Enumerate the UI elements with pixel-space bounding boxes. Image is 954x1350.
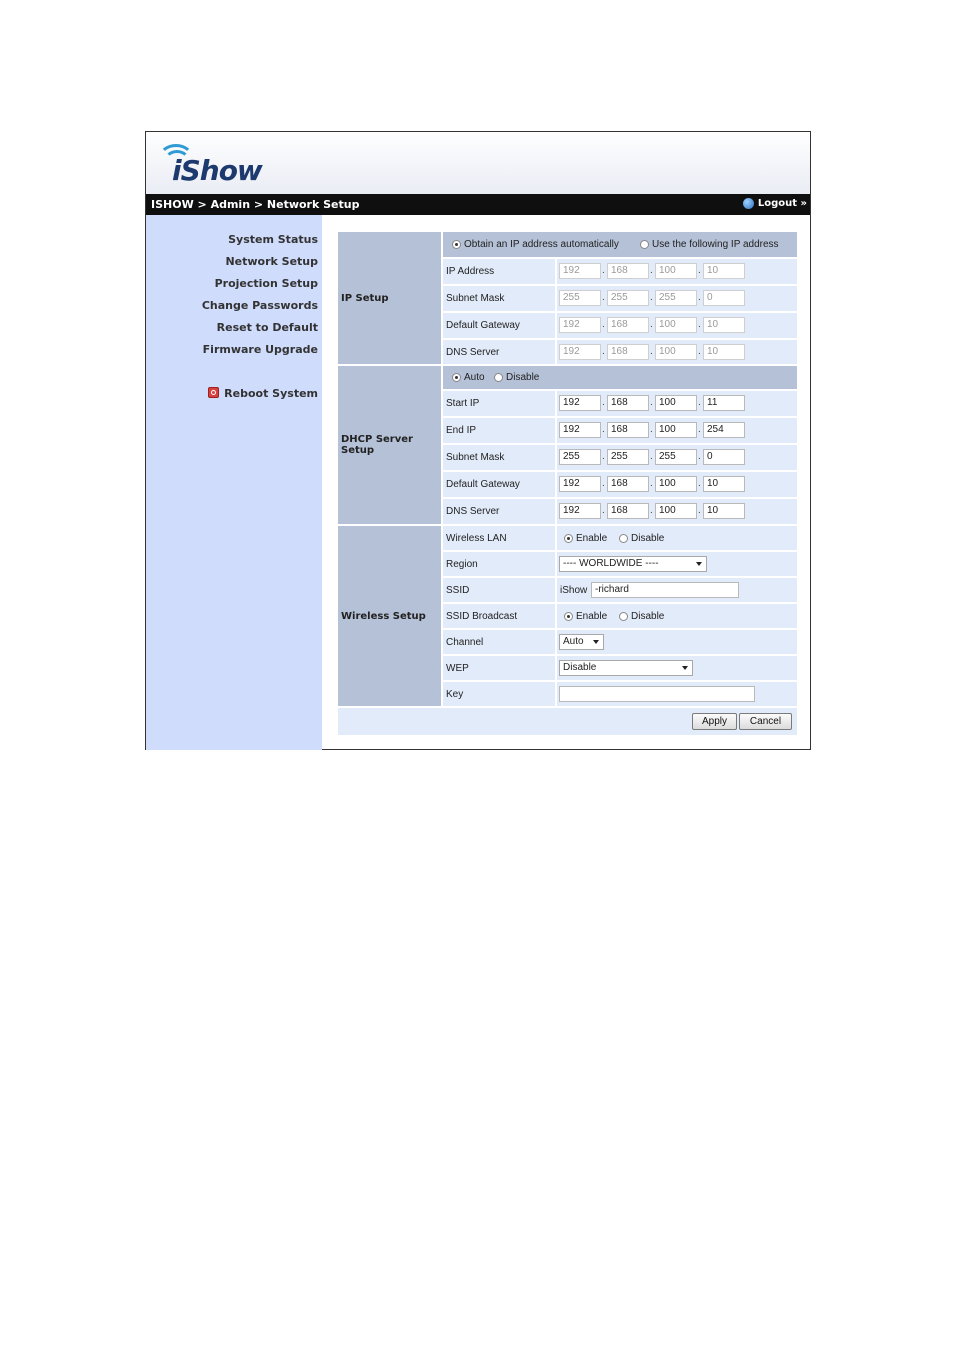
dhcp-auto-label: Auto bbox=[464, 372, 485, 383]
subnet-mask-label: Subnet Mask bbox=[446, 293, 505, 304]
logout-link[interactable] bbox=[743, 198, 807, 209]
key-row bbox=[443, 682, 797, 706]
region-label: Region bbox=[446, 558, 478, 570]
channel-label: Channel bbox=[446, 636, 484, 648]
chevron-down-icon bbox=[682, 666, 688, 670]
ip-address-label: IP Address bbox=[446, 266, 495, 277]
wep-select[interactable] bbox=[559, 660, 693, 676]
dhcp-subnet-value: 255 . 255 . 255 . 0 bbox=[555, 445, 797, 470]
dns-server-label: DNS Server bbox=[446, 346, 500, 358]
end-ip-octet-3[interactable]: 100 bbox=[655, 422, 697, 438]
start-ip-octet-3[interactable]: 100 bbox=[655, 395, 697, 411]
dns-server-value: 192 . 168 . 100 . 10 bbox=[555, 340, 797, 364]
dns-octet-1[interactable]: 192 bbox=[559, 344, 601, 360]
sidebar-item-firmware-upgrade[interactable]: Firmware Upgrade bbox=[202, 343, 318, 356]
subnet-mask-octet-3[interactable]: 255 bbox=[655, 290, 697, 306]
chevron-down-icon bbox=[696, 562, 702, 566]
breadcrumb: ISHOW > Admin > Network Setup bbox=[151, 198, 360, 211]
wlan-disable-label: Disable bbox=[631, 532, 665, 544]
ssid-input[interactable]: -richard bbox=[591, 582, 739, 598]
sidebar-item-network-setup[interactable]: Network Setup bbox=[225, 255, 318, 268]
dhcp-dns-value: 192 . 168 . 100 . 10 bbox=[555, 499, 797, 524]
region-selected: ---- WORLDWIDE ---- bbox=[563, 558, 659, 569]
ssid-prefix: iShow bbox=[560, 584, 588, 596]
channel-select[interactable] bbox=[559, 634, 604, 650]
end-ip-row bbox=[443, 418, 797, 443]
broadcast-enable-radio[interactable] bbox=[564, 612, 573, 621]
wep-selected: Disable bbox=[563, 662, 597, 673]
subnet-mask-value: 255 . 255 . 255 . 0 bbox=[555, 286, 797, 311]
dhcp-gateway-row bbox=[443, 472, 797, 497]
sidebar bbox=[146, 215, 322, 750]
subnet-mask-row bbox=[443, 286, 797, 311]
key-input[interactable] bbox=[559, 686, 755, 702]
end-ip-octet-1[interactable]: 192 bbox=[559, 422, 601, 438]
default-gateway-row bbox=[443, 313, 797, 338]
wlan-disable-radio[interactable] bbox=[619, 534, 628, 543]
dns-octet-2[interactable]: 168 bbox=[607, 344, 649, 360]
ssid-value bbox=[555, 578, 797, 602]
dns-server-row bbox=[443, 340, 797, 364]
dhcp-disable-radio[interactable] bbox=[494, 373, 503, 382]
sidebar-item-reset-default[interactable]: Reset to Default bbox=[216, 321, 318, 334]
dhcp-subnet-label: Subnet Mask bbox=[446, 452, 505, 463]
globe-icon bbox=[743, 198, 754, 209]
dhcp-subnet-octet-3[interactable]: 255 bbox=[655, 449, 697, 465]
dhcp-subnet-octet-1[interactable]: 255 bbox=[559, 449, 601, 465]
gateway-octet-2[interactable]: 168 bbox=[607, 317, 649, 333]
broadcast-disable[interactable] bbox=[619, 604, 664, 628]
ip-mode-manual-label: Use the following IP address bbox=[652, 239, 779, 250]
default-gateway-label: Default Gateway bbox=[446, 320, 520, 331]
wlan-disable[interactable] bbox=[619, 526, 664, 550]
end-ip-octet-4[interactable]: 254 bbox=[703, 422, 745, 438]
channel-selected: Auto bbox=[563, 636, 584, 647]
dhcp-label: DHCP Server Setup bbox=[338, 366, 441, 524]
wep-label: WEP bbox=[446, 662, 469, 674]
wireless-label: Wireless Setup bbox=[338, 526, 441, 706]
gateway-octet-3[interactable]: 100 bbox=[655, 317, 697, 333]
key-label: Key bbox=[446, 688, 464, 700]
dhcp-dns-octet-1[interactable]: 192 bbox=[559, 503, 601, 519]
dhcp-dns-octet-4[interactable]: 10 bbox=[703, 503, 745, 519]
subnet-mask-octet-4[interactable]: 0 bbox=[703, 290, 745, 306]
dhcp-gateway-value: 192 . 168 . 100 . 10 bbox=[555, 472, 797, 497]
wireless-lan-value bbox=[555, 526, 797, 550]
start-ip-octet-1[interactable]: 192 bbox=[559, 395, 601, 411]
ip-mode-auto[interactable] bbox=[452, 232, 619, 257]
reboot-label: Reboot System bbox=[224, 387, 318, 400]
ip-address-value: 192 . 168 . 100 . 10 bbox=[555, 259, 797, 284]
dhcp-subnet-octet-2[interactable]: 255 bbox=[607, 449, 649, 465]
key-value bbox=[555, 682, 797, 706]
broadcast-enable-label: Enable bbox=[576, 610, 608, 622]
form-actions bbox=[338, 708, 797, 735]
navbar bbox=[146, 194, 810, 215]
wep-row bbox=[443, 656, 797, 680]
wireless-lan-row bbox=[443, 526, 797, 550]
start-ip-value: 192 . 168 . 100 . 11 bbox=[555, 391, 797, 416]
ip-mode-row bbox=[443, 232, 797, 257]
channel-row bbox=[443, 630, 797, 654]
dhcp-dns-row bbox=[443, 499, 797, 524]
broadcast-disable-label: Disable bbox=[631, 610, 665, 622]
wlan-enable[interactable] bbox=[564, 526, 607, 550]
default-gateway-value: 192 . 168 . 100 . 10 bbox=[555, 313, 797, 338]
dhcp-mode-disable[interactable] bbox=[494, 366, 539, 389]
dns-octet-3[interactable]: 100 bbox=[655, 344, 697, 360]
gateway-octet-4[interactable]: 10 bbox=[703, 317, 745, 333]
ip-mode-manual[interactable] bbox=[640, 232, 779, 257]
region-row bbox=[443, 552, 797, 576]
broadcast-enable[interactable] bbox=[564, 604, 607, 628]
ip-mode-auto-label: Obtain an IP address automatically bbox=[464, 239, 619, 250]
wlan-enable-label: Enable bbox=[576, 532, 608, 544]
power-icon bbox=[208, 387, 219, 398]
ip-mode-auto-radio[interactable] bbox=[452, 240, 461, 249]
sidebar-item-change-passwords[interactable]: Change Passwords bbox=[201, 299, 318, 312]
start-ip-label: Start IP bbox=[446, 398, 480, 409]
sidebar-item-system-status[interactable]: System Status bbox=[228, 233, 318, 246]
dhcp-disable-label: Disable bbox=[506, 372, 540, 383]
ip-address-octet-2[interactable]: 168 bbox=[607, 263, 649, 279]
dns-octet-4[interactable]: 10 bbox=[703, 344, 745, 360]
dhcp-subnet-octet-4[interactable]: 0 bbox=[703, 449, 745, 465]
sidebar-item-projection-setup[interactable]: Projection Setup bbox=[214, 277, 318, 290]
subnet-mask-octet-1[interactable]: 255 bbox=[559, 290, 601, 306]
ssid-broadcast-label: SSID Broadcast bbox=[446, 610, 518, 622]
broadcast-disable-radio[interactable] bbox=[619, 612, 628, 621]
ssid-row bbox=[443, 578, 797, 602]
ssid-broadcast-value bbox=[555, 604, 797, 628]
region-select[interactable] bbox=[559, 556, 707, 572]
header bbox=[146, 132, 810, 194]
chevron-down-icon bbox=[593, 640, 599, 644]
ip-address-octet-1[interactable]: 192 bbox=[559, 263, 601, 279]
sidebar-item-reboot-system[interactable] bbox=[208, 387, 318, 400]
dhcp-gateway-octet-3[interactable]: 100 bbox=[655, 476, 697, 492]
dhcp-mode-auto[interactable] bbox=[452, 366, 485, 389]
ip-address-octet-3[interactable]: 100 bbox=[655, 263, 697, 279]
ip-setup-label: IP Setup bbox=[338, 232, 441, 364]
start-ip-octet-2[interactable]: 168 bbox=[607, 395, 649, 411]
ip-address-octet-4[interactable]: 10 bbox=[703, 263, 745, 279]
dhcp-dns-label: DNS Server bbox=[446, 506, 500, 517]
logo-text: iShow bbox=[172, 154, 262, 187]
ip-mode-manual-radio[interactable] bbox=[640, 240, 649, 249]
apply-button[interactable]: Apply bbox=[692, 713, 737, 730]
end-ip-label: End IP bbox=[446, 425, 477, 436]
wireless-lan-label: Wireless LAN bbox=[446, 532, 507, 544]
cancel-button[interactable]: Cancel bbox=[739, 713, 792, 730]
logout-label: Logout » bbox=[757, 198, 807, 209]
ssid-label: SSID bbox=[446, 584, 470, 596]
start-ip-octet-4[interactable]: 11 bbox=[703, 395, 745, 411]
dhcp-dns-octet-3[interactable]: 100 bbox=[655, 503, 697, 519]
dhcp-mode-row bbox=[443, 366, 797, 389]
subnet-mask-octet-2[interactable]: 255 bbox=[607, 290, 649, 306]
dhcp-dns-octet-2[interactable]: 168 bbox=[607, 503, 649, 519]
start-ip-row bbox=[443, 391, 797, 416]
end-ip-octet-2[interactable]: 168 bbox=[607, 422, 649, 438]
admin-window bbox=[145, 131, 811, 750]
gateway-octet-1[interactable]: 192 bbox=[559, 317, 601, 333]
ssid-broadcast-row bbox=[443, 604, 797, 628]
dhcp-subnet-row bbox=[443, 445, 797, 470]
channel-value bbox=[555, 630, 797, 654]
ip-address-row bbox=[443, 259, 797, 284]
region-value bbox=[555, 552, 797, 576]
ishow-logo bbox=[158, 140, 268, 188]
dhcp-gateway-octet-2[interactable]: 168 bbox=[607, 476, 649, 492]
dhcp-auto-radio[interactable] bbox=[452, 373, 461, 382]
end-ip-value: 192 . 168 . 100 . 254 bbox=[555, 418, 797, 443]
dhcp-gateway-octet-1[interactable]: 192 bbox=[559, 476, 601, 492]
wep-value bbox=[555, 656, 797, 680]
wlan-enable-radio[interactable] bbox=[564, 534, 573, 543]
dhcp-gateway-octet-4[interactable]: 10 bbox=[703, 476, 745, 492]
dhcp-gateway-label: Default Gateway bbox=[446, 479, 520, 490]
